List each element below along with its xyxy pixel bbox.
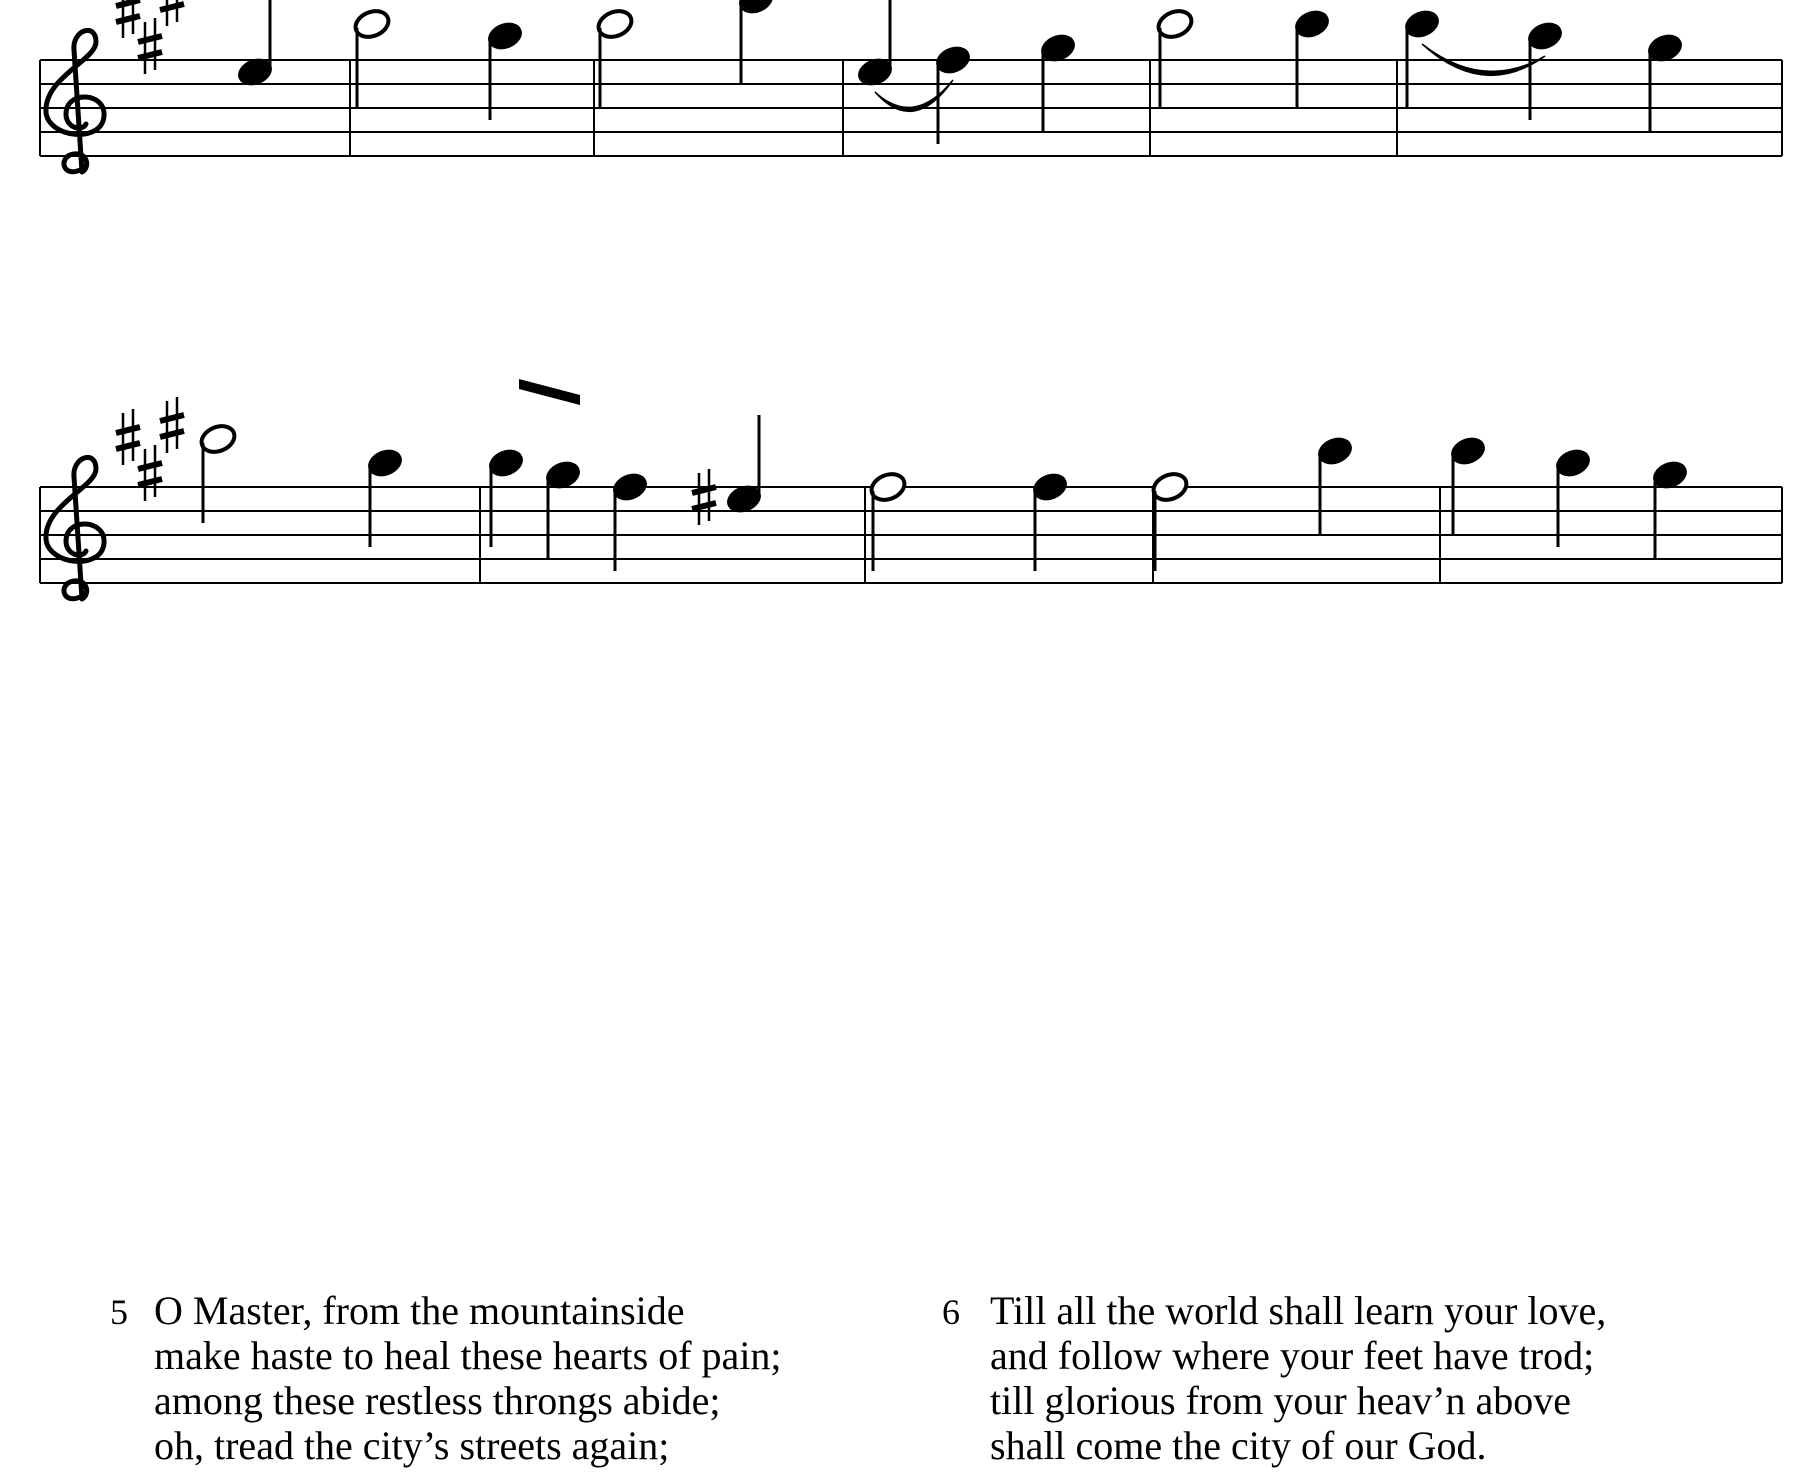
stanza-line: among these restless throngs abide;	[154, 1378, 721, 1423]
treble-clef-icon	[46, 30, 104, 172]
accidental-sharp-icon	[692, 469, 716, 525]
stanza-number: 5	[110, 1292, 128, 1332]
note-beam	[519, 379, 580, 405]
key-sharp-icon	[160, 0, 184, 26]
stanza-line: Till all the world shall learn your love,	[990, 1288, 1607, 1333]
key-sharp-icon	[138, 445, 162, 501]
stanza-line: oh, tread the city’s streets again;	[154, 1423, 670, 1468]
stanza-number: 6	[942, 1292, 960, 1332]
key-sharp-icon	[116, 409, 140, 465]
stanza-line: till glorious from your heav’n above	[990, 1378, 1571, 1423]
stanza-line: shall come the city of our God.	[990, 1423, 1487, 1468]
key-sharp-icon	[160, 397, 184, 453]
key-sharp-icon	[116, 0, 140, 38]
stanza-line: make haste to heal these hearts of pain;	[154, 1333, 782, 1378]
stanza-line: and follow where your feet have trod;	[990, 1333, 1595, 1378]
key-sharp-icon	[138, 18, 162, 74]
stanza-line: O Master, from the mountainside	[154, 1288, 685, 1333]
treble-clef-icon	[46, 457, 104, 599]
